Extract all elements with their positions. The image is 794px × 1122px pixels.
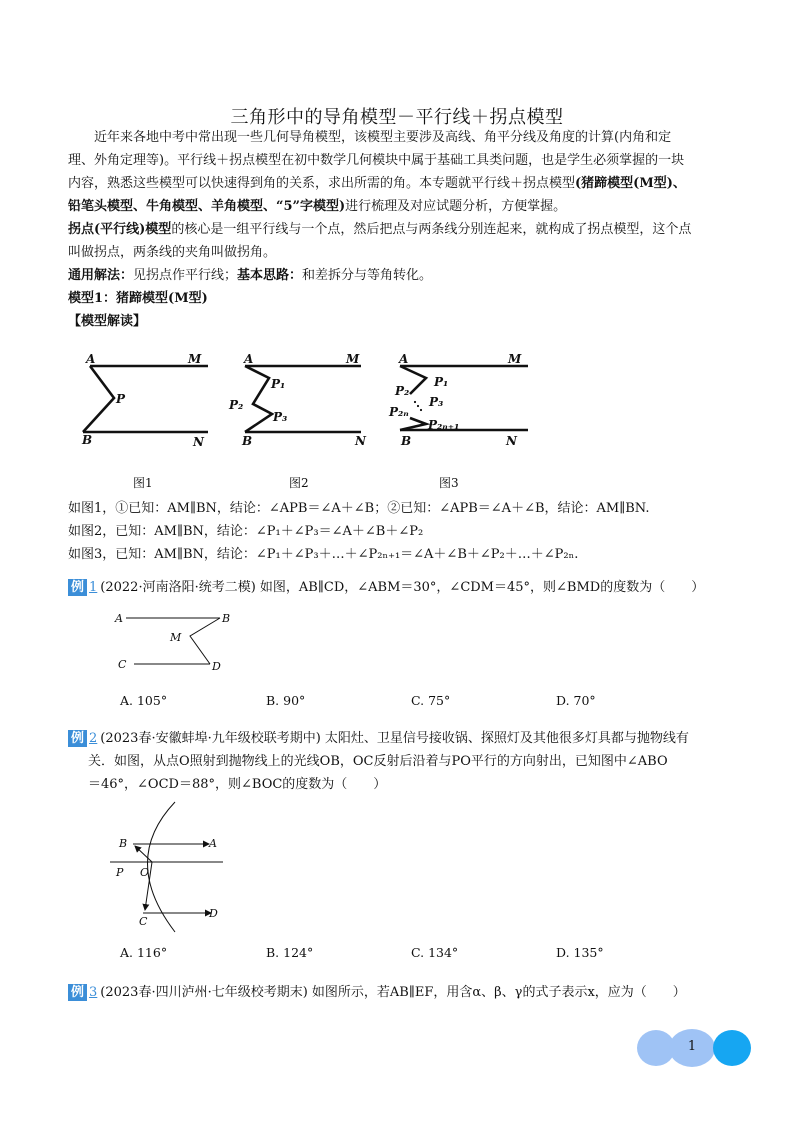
definition-line-2: 叫做拐点，两条线的夹角叫做拐角。 xyxy=(68,245,277,260)
ex1-label-B: B xyxy=(222,612,231,625)
fig3-label-P1: P₁ xyxy=(434,375,449,389)
intro-line-4: 铅笔头模型、牛角模型、羊角模型、“5”字模型)进行梳理及对应试题分析，方便掌握。 xyxy=(68,199,567,214)
fig3-label-P3: P₃ xyxy=(429,395,444,409)
figure-caption-2: 图2 xyxy=(289,476,309,490)
example-1-option-a[interactable]: A. 105° xyxy=(120,693,168,708)
fig3-label-P2n1: P₂ₙ₊₁ xyxy=(428,418,460,432)
example-1-option-d[interactable]: D. 70° xyxy=(556,693,596,708)
fig2-label-P1: P₁ xyxy=(271,377,286,391)
method-line: 通用解法：见拐点作平行线；基本思路：和差拆分与等角转化。 xyxy=(68,268,433,283)
fig1-label-M: M xyxy=(188,352,202,366)
example-3-tag: 例 xyxy=(68,984,87,1001)
figure-caption-3: 图3 xyxy=(439,476,459,490)
example-2-option-b[interactable]: B. 124° xyxy=(266,945,314,960)
fig3-label-B: B xyxy=(401,434,412,448)
fig2-label-M: M xyxy=(346,352,360,366)
example-2-question-line-2: 关．如图，从点O照射到抛物线上的光线OB，OC反射后沿着与PO平行的方向射出，已知图中∠ABO xyxy=(88,754,668,769)
example-1-option-b[interactable]: B. 90° xyxy=(266,693,306,708)
page-title: 三角形中的导角模型－平行线＋拐点模型 xyxy=(230,107,564,128)
ex1-label-A: A xyxy=(115,612,123,625)
model-figures xyxy=(68,348,548,458)
fig1-label-B: B xyxy=(82,433,93,447)
fig3-label-N: N xyxy=(506,434,517,448)
example-2-option-c[interactable]: C. 134° xyxy=(411,945,459,960)
example-2-question-line-3: ＝46°，∠OCD＝88°，则∠BOC的度数为（ ） xyxy=(88,777,387,792)
ex2-label-B: B xyxy=(119,837,128,850)
example-1-figure xyxy=(110,604,240,676)
example-1-tag: 例 xyxy=(68,579,87,596)
fig1-label-N: N xyxy=(193,435,204,449)
example-1-option-c[interactable]: C. 75° xyxy=(411,693,451,708)
fig2-label-P2: P₂ xyxy=(229,398,244,412)
page-number-badge xyxy=(637,1029,752,1067)
model1-heading: 模型1：猪蹄模型(M型) xyxy=(68,291,208,306)
fig2-label-P3: P₃ xyxy=(273,410,288,424)
badge-circle-right xyxy=(713,1030,751,1066)
ex1-label-C: C xyxy=(118,658,127,671)
example-2-tag: 例 xyxy=(68,730,87,747)
ex2-label-C: C xyxy=(139,915,148,928)
example-2-option-d[interactable]: D. 135° xyxy=(556,945,604,960)
conclusion-fig2: 如图2，已知：AM∥BN，结论：∠P₁＋∠P₃＝∠A＋∠B＋∠P₂ xyxy=(68,524,424,539)
ex2-label-O: O xyxy=(140,866,150,879)
definition-line-1: 拐点(平行线)模型的核心是一组平行线与一个点，然后把点与两条线分别连起来，就构成了拐点模型，这个点 xyxy=(68,222,692,237)
ex2-label-P: P xyxy=(116,866,124,879)
model-reading-heading: 【模型解读】 xyxy=(68,314,147,329)
ex2-label-D: D xyxy=(209,907,218,920)
example-1-number: 1 xyxy=(89,580,98,595)
example-2-figure xyxy=(105,800,235,935)
example-2-option-a[interactable]: A. 116° xyxy=(120,945,168,960)
fig3-label-P2n: P₂ₙ xyxy=(389,405,409,419)
ex2-label-A: A xyxy=(209,837,217,850)
example-3-question: 例 3 (2023春·四川泸州·七年级校考期末) 如图所示，若AB∥EF，用含α、β、γ的式子表示x，应为（ ） xyxy=(68,981,728,1004)
conclusion-fig3: 如图3，已知：AM∥BN，结论：∠P₁＋∠P₃＋…＋∠P₂ₙ₊₁＝∠A＋∠B＋∠P₂＋…＋∠P₂ₙ. xyxy=(68,547,579,562)
example-3-number: 3 xyxy=(89,985,98,1000)
intro-line-1: 近年来各地中考中常出现一些几何导角模型，该模型主要涉及高线、角平分线及角度的计算(内角和定 xyxy=(94,130,672,145)
page-number: 1 xyxy=(687,1039,697,1054)
fig1-label-P: P xyxy=(116,392,126,406)
example-1-question: 例 1 (2022·河南洛阳·统考二模) 如图，AB∥CD，∠ABM＝30°，∠CDM＝45°，则∠BMD的度数为（ ） xyxy=(68,576,728,599)
ex1-label-D: D xyxy=(212,660,221,673)
fig2-label-A: A xyxy=(244,352,254,366)
example-2-question-line-1: 例 2 (2023春·安徽蚌埠·九年级校联考期中) 太阳灶、卫星信号接收锅、探照灯及其他很多灯具都与抛物线有 xyxy=(68,727,728,750)
fig3-label-A: A xyxy=(399,352,409,366)
conclusion-fig1: 如图1，①已知：AM∥BN，结论：∠APB＝∠A＋∠B；②已知：∠APB＝∠A＋∠B，结论：AM∥BN. xyxy=(68,501,650,516)
ex1-label-M: M xyxy=(170,631,182,644)
figure-caption-1: 图1 xyxy=(133,476,153,490)
intro-line-3: 内容，熟悉这些模型可以快速得到角的关系，求出所需的角。本专题就平行线＋拐点模型(猪蹄模型(M型)、 xyxy=(68,176,686,191)
example-2-number: 2 xyxy=(89,731,98,746)
fig3-label-P2: P₂ xyxy=(395,384,410,398)
fig2-label-B: B xyxy=(242,434,253,448)
intro-line-2: 理、外角定理等)。平行线＋拐点模型在初中数学几何模块中属于基础工具类问题，也是学生必须掌握的一块 xyxy=(68,153,685,168)
fig2-label-N: N xyxy=(355,434,366,448)
fig1-label-A: A xyxy=(86,352,96,366)
fig3-label-M: M xyxy=(508,352,522,366)
